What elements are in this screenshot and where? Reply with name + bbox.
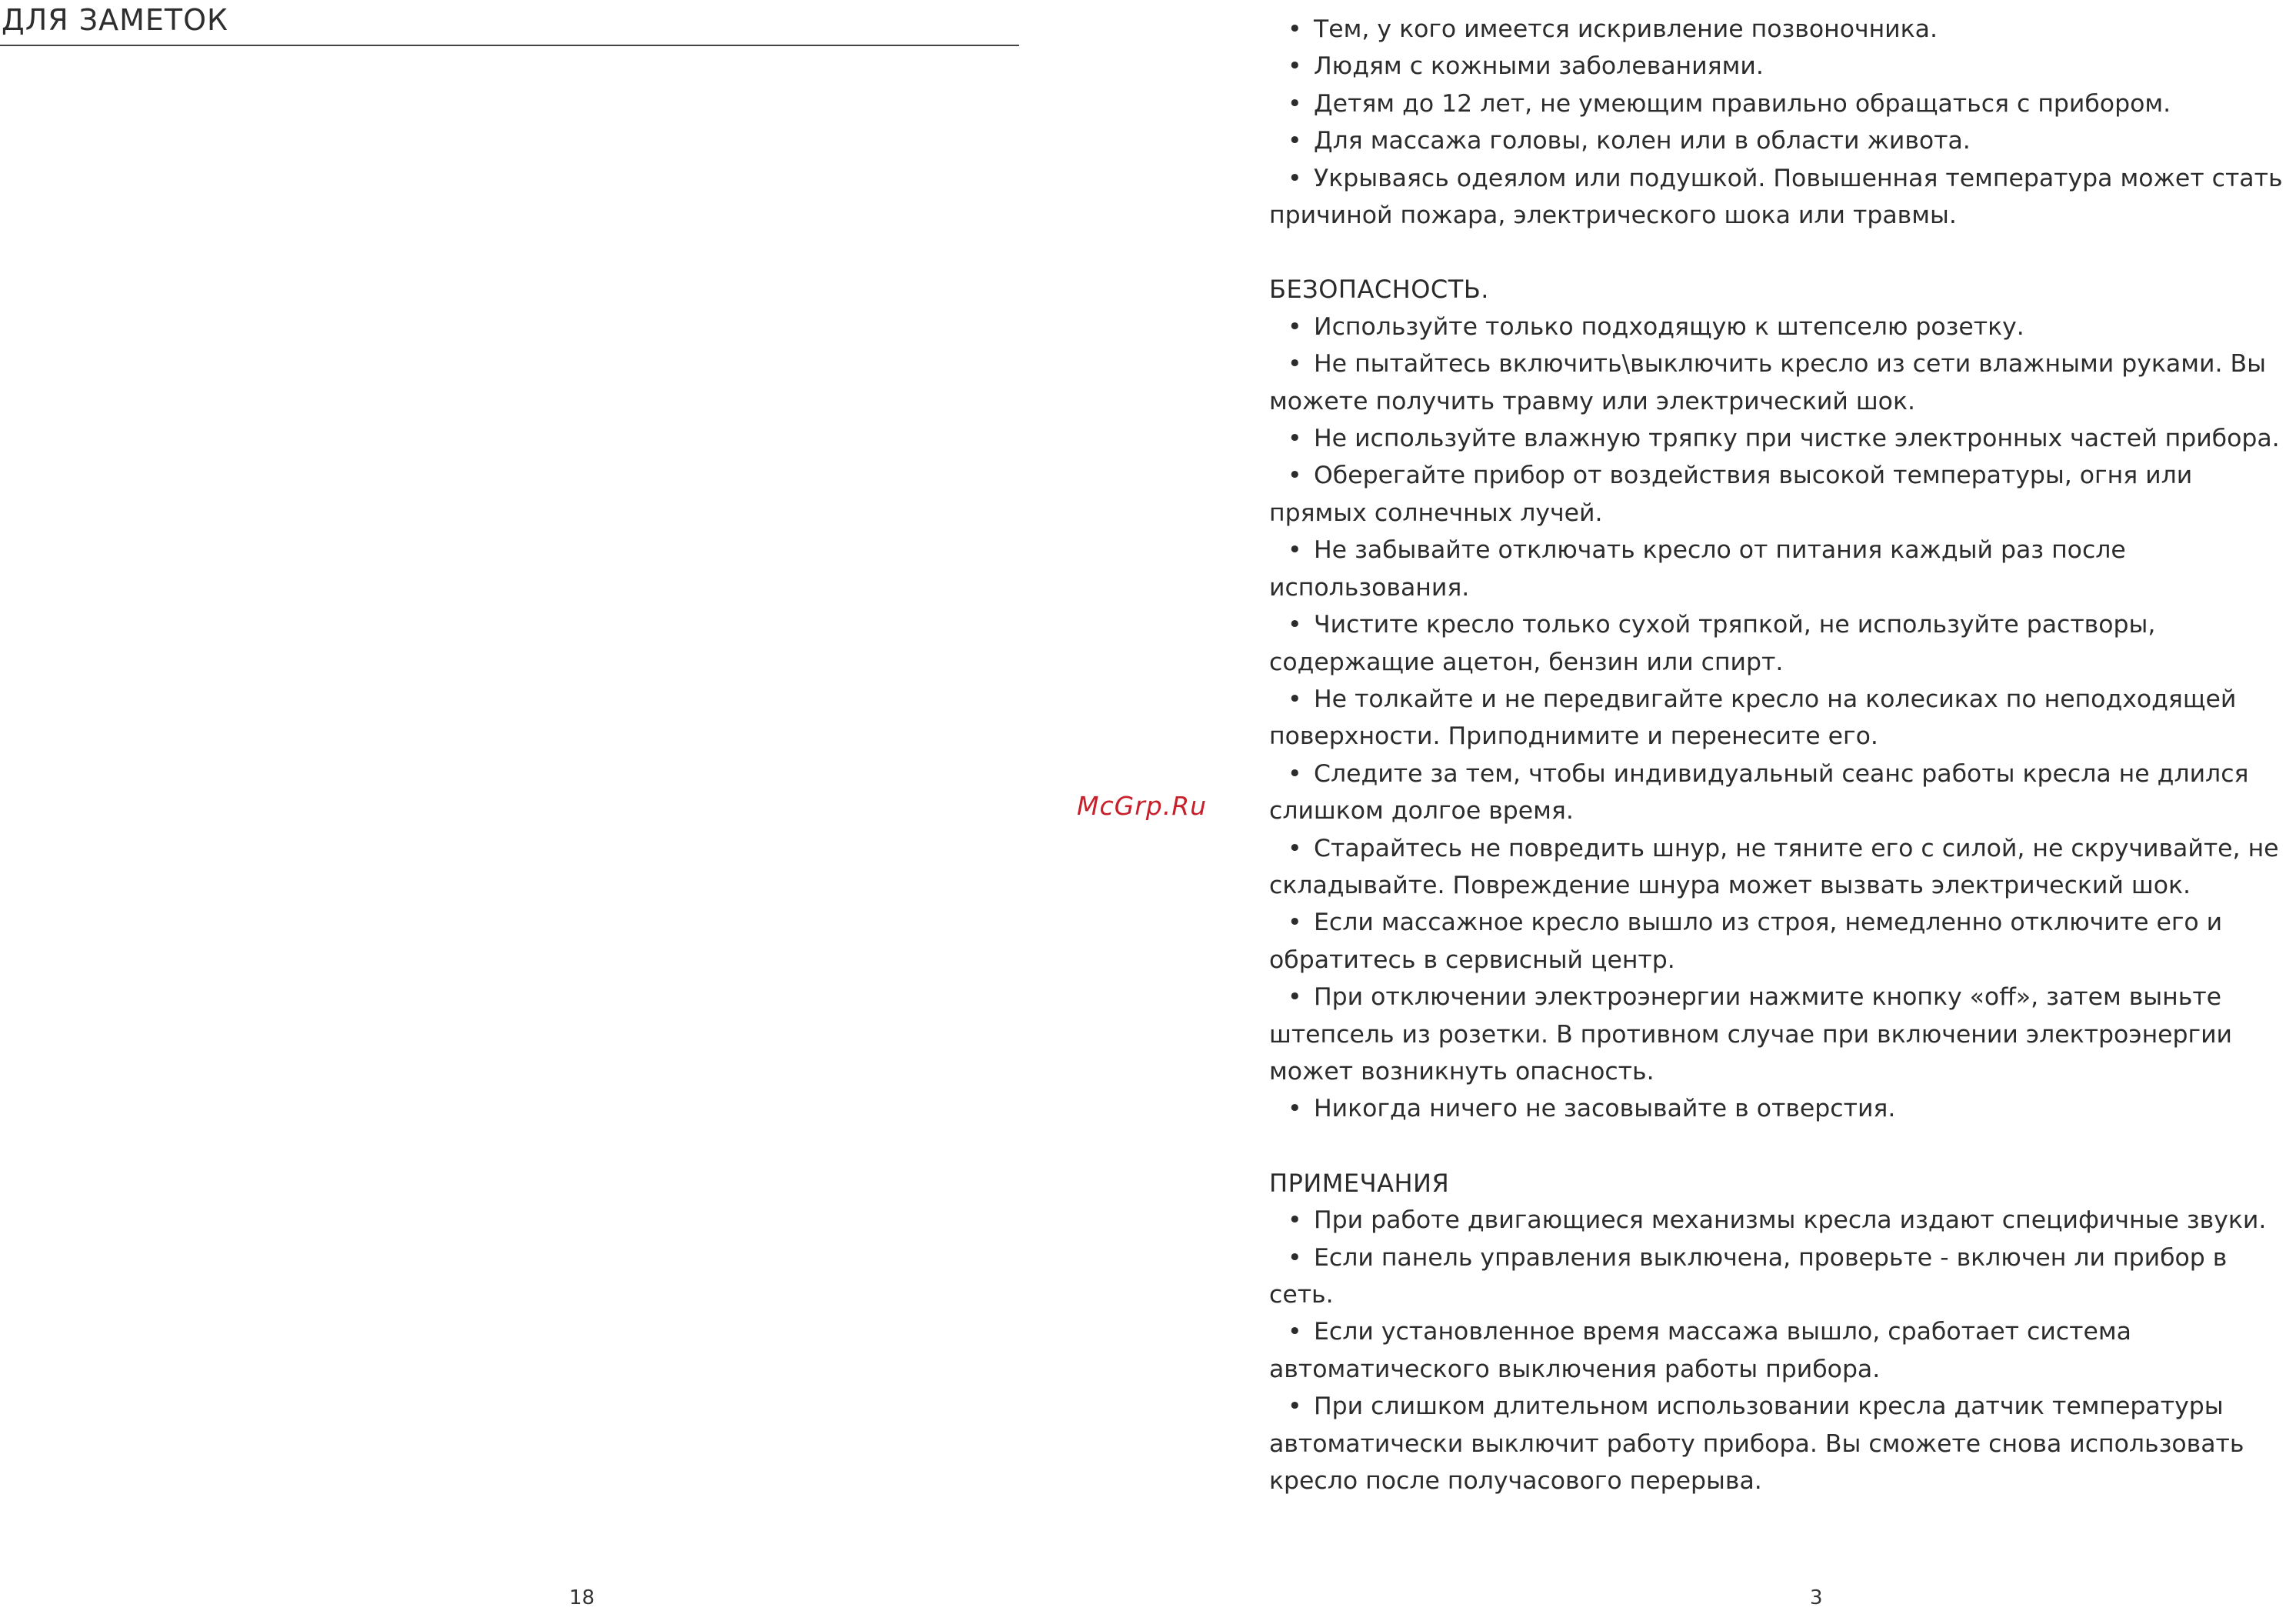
bullet-icon: • [1288,685,1302,713]
bullet-icon: • [1288,1393,1302,1421]
list-item: • Детям до 12 лет, не умеющим правильно обращаться с прибором. [1269,85,2292,122]
bullet-icon: • [1288,909,1302,937]
bullet-icon: • [1288,15,1302,43]
list-item: • Не забывайте отключать кресло от питания каждый раз после использования. [1269,532,2292,606]
notes-section [1269,1165,2292,1500]
bullet-icon: • [1288,1243,1302,1272]
list-item: • Следите за тем, чтобы индивидуальный сеанс работы кресла не длился слишком долгое время. [1269,755,2292,830]
section-heading-notes: ПРИМЕЧАНИЯ [1269,1168,1450,1198]
list-item: • Не используйте влажную тряпку при чистке электронных частей прибора. [1269,420,2292,457]
notes-title: ДЛЯ ЗАМЕТОК [2,3,228,37]
bullet-icon: • [1288,127,1302,155]
bullet-icon: • [1288,350,1302,379]
list-item: • Тем, у кого имеется искривление позвоночника. [1269,11,2292,48]
page-number-left: 18 [569,1586,595,1609]
bullet-icon: • [1288,1095,1302,1123]
list-item: • Если установленное время массажа вышло, сработает система автоматического выключения работы прибора. [1269,1313,2292,1388]
list-item: • При работе двигающиеся механизмы кресла издают специфичные звуки. [1269,1202,2292,1239]
list-item: • Укрываясь одеялом или подушкой. Повышенная температура может стать причиной пожара, электрического шока или травмы. [1269,160,2292,235]
bullet-icon: • [1288,611,1302,639]
intro-list [1269,11,2292,234]
list-item: • Оберегайте прибор от воздействия высокой температуры, огня или прямых солнечных лучей. [1269,457,2292,532]
list-item: • При отключении электроэнергии нажмите кнопку «off», затем выньте штепсель из розетки. В противном случае при включении электроэнергии может возникнуть опасность. [1269,979,2292,1090]
bullet-icon: • [1288,89,1302,118]
bullet-icon: • [1288,312,1302,341]
bullet-icon: • [1288,834,1302,862]
list-item: • Если массажное кресло вышло из строя, немедленно отключите его и обратитесь в сервисный центр. [1269,904,2292,979]
bullet-icon: • [1288,759,1302,788]
list-item: • Для массажа головы, колен или в области живота. [1269,122,2292,159]
right-page [1269,11,2292,1499]
list-item: • Людям с кожными заболеваниями. [1269,48,2292,85]
list-item: • Используйте только подходящую к штепселю розетку. [1269,309,2292,345]
bullet-icon: • [1288,1206,1302,1235]
notes-divider [0,45,1019,46]
bullet-icon: • [1288,52,1302,81]
list-item: • Не пытайтесь включить\выключить кресло из сети влажными руками. Вы можете получить травму или электрический шок. [1269,345,2292,420]
list-item: • Если панель управления выключена, проверьте - включен ли прибор в сеть. [1269,1239,2292,1314]
bullet-icon: • [1288,1318,1302,1346]
bullet-icon: • [1288,983,1302,1012]
bullet-icon: • [1288,425,1302,453]
list-item: • При слишком длительном использовании кресла датчик температуры автоматически выключит работу прибора. Вы сможете снова использовать кресло после получасового перерыва. [1269,1388,2292,1499]
section-heading-safety: БЕЗОПАСНОСТЬ. [1269,275,1489,305]
list-item: • Чистите кресло только сухой тряпкой, не используйте растворы, содержащие ацетон, бензин или спирт. [1269,606,2292,681]
list-item: • Старайтесь не повредить шнур, не тяните его с силой, не скручивайте, не складывайте. Повреждение шнура может вызвать электрический шок. [1269,830,2292,905]
watermark: McGrp.Ru [1077,791,1208,821]
safety-section [1269,271,2292,1127]
list-item: • Не толкайте и не передвигайте кресло на колесиках по неподходящей поверхности. Приподнимите и перенесите его. [1269,681,2292,755]
page-number-right: 3 [1810,1586,1823,1609]
left-page [0,0,1023,1611]
bullet-icon: • [1288,536,1302,565]
bullet-icon: • [1288,462,1302,490]
bullet-icon: • [1288,164,1302,192]
list-item: • Никогда ничего не засовывайте в отверстия. [1269,1090,2292,1127]
